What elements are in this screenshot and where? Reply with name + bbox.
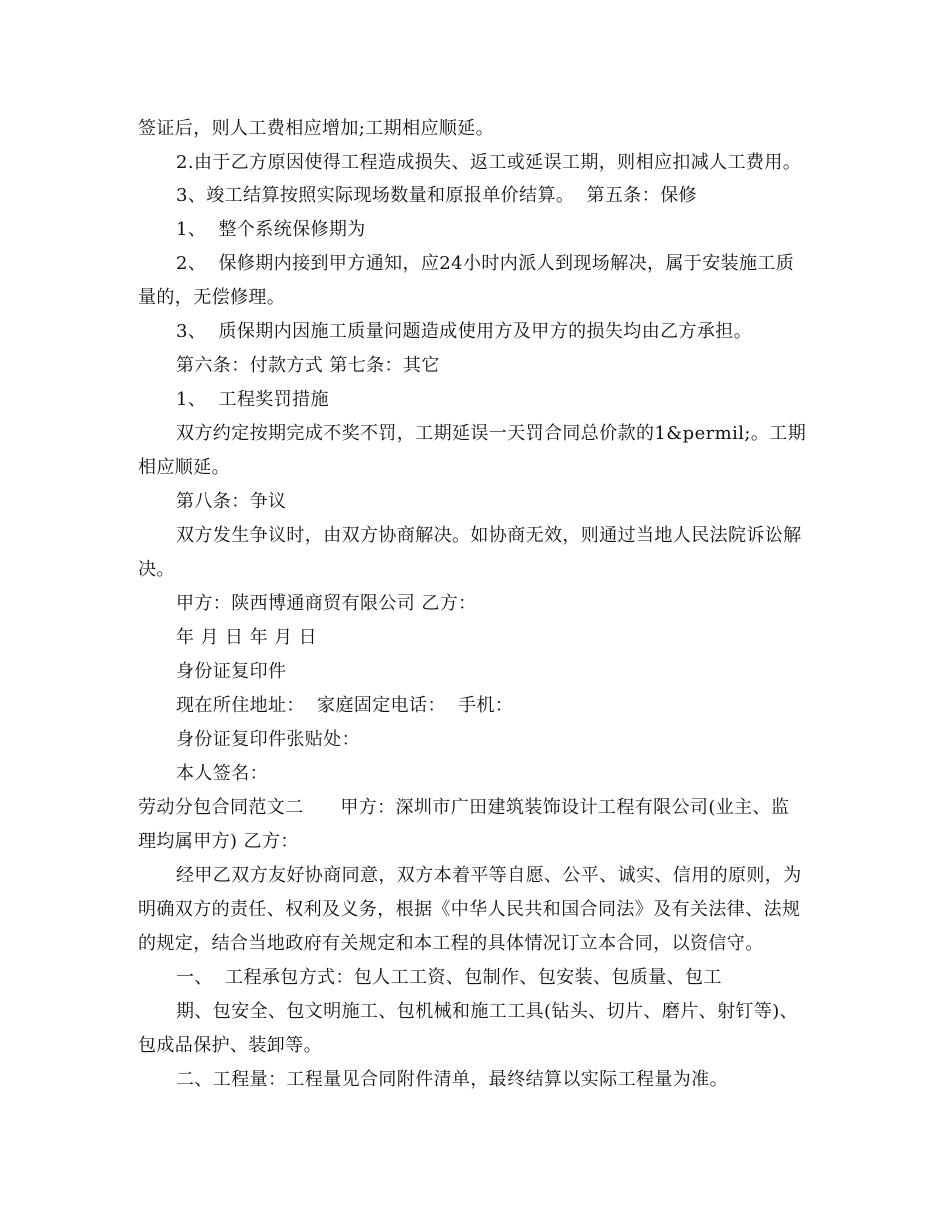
text-line: 1、 整个系统保修期为 [176, 219, 366, 240]
text-line: 经甲乙双方友好协商同意，双方本着平等自愿、公平、诚实、信用的原则，为 [176, 865, 802, 886]
text-line: 2、 保修期内接到甲方通知，应24小时内派人到现场解决，属于安装施工质 [176, 253, 795, 274]
text-line: 1、 工程奖罚措施 [176, 389, 329, 410]
text-line: 第八条：争议 [176, 491, 287, 512]
text-line: 明确双方的责任、权利及义务，根据《中华人民共和国合同法》及有关法律、法规 [138, 899, 801, 920]
text-line: 第六条：付款方式 第七条：其它 [176, 355, 440, 376]
text-line: 年 月 日 年 月 日 [176, 627, 318, 648]
text-line: 现在所住地址： 家庭固定电话： 手机： [176, 695, 514, 716]
text-line: 包成品保护、装卸等。 [138, 1035, 322, 1056]
text-line: 双方约定按期完成不奖不罚，工期延误一天罚合同总价款的1&permil;。工期 [176, 423, 807, 444]
text-line: 3、竣工结算按照实际现场数量和原报单价结算。 第五条：保修 [176, 185, 697, 206]
text-line: 决。 [138, 559, 175, 580]
text-line: 一、 工程承包方式：包人工工资、包制作、包安装、包质量、包工 [176, 967, 722, 988]
text-line: 期、包安全、包文明施工、包机械和施工工具(钻头、切片、磨片、射钉等)、 [176, 1001, 799, 1022]
text-line: 量的，无偿修理。 [138, 287, 286, 308]
text-line: 甲方：陕西博通商贸有限公司 乙方： [176, 593, 477, 614]
text-line: 签证后，则人工费相应增加;工期相应顺延。 [138, 118, 495, 139]
text-line: 二、工程量：工程量见合同附件清单，最终结算以实际工程量为准。 [176, 1069, 728, 1090]
text-line: 本人签名： [176, 763, 268, 784]
text-line: 劳动分包合同范文二 甲方：深圳市广田建筑装饰设计工程有限公司(业主、监 [138, 797, 790, 818]
text-line: 身份证复印件 [176, 661, 287, 682]
text-line: 理均属甲方) 乙方： [138, 831, 299, 852]
text-line: 的规定，结合当地政府有关规定和本工程的具体情况订立本合同，以资信守。 [138, 933, 764, 954]
text-line: 身份证复印件张贴处： [176, 729, 360, 750]
text-line: 3、 质保期内因施工质量问题造成使用方及甲方的损失均由乙方承担。 [176, 321, 753, 342]
text-line: 双方发生争议时，由双方协商解决。如协商无效，则通过当地人民法院诉讼解 [176, 525, 802, 546]
text-line: 2.由于乙方原因使得工程造成损失、返工或延误工期，则相应扣减人工费用。 [176, 152, 802, 173]
text-line: 相应顺延。 [138, 457, 230, 478]
